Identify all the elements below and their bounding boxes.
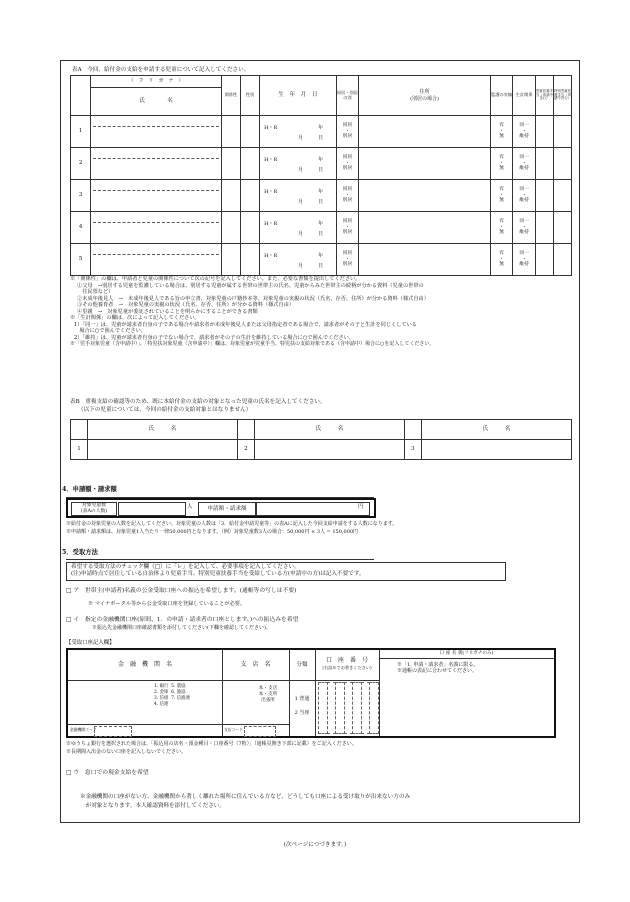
table-row xyxy=(71,212,572,244)
dob-cell[interactable] xyxy=(260,212,337,244)
child-allowance-cell[interactable] xyxy=(535,244,553,276)
cohab-cell[interactable] xyxy=(336,116,359,148)
livelihood-option-0[interactable]: 同一 xyxy=(519,154,529,160)
furigana-field[interactable] xyxy=(93,116,219,127)
instruction-box xyxy=(66,562,506,581)
bank-type-2[interactable]: 2. 金庫 xyxy=(154,689,169,695)
table-b-name-header-2: 氏 名 xyxy=(254,420,404,440)
special-allowance-cell[interactable] xyxy=(553,148,571,180)
day-label: 日 xyxy=(318,198,324,205)
note-a-5: ④里親 → 対象児童が委託されていることを明らかにすることができる書類 xyxy=(77,308,258,315)
account-note-2: ※長期間入出金のない口座を記入しないでください。 xyxy=(66,749,187,755)
cohab-option-2[interactable]: 別居 xyxy=(342,230,353,236)
gender-cell[interactable] xyxy=(240,212,259,244)
cohab-option-1: ・ xyxy=(344,224,350,230)
row-number: 5 xyxy=(71,244,91,276)
table-b-num-3: 3 xyxy=(404,440,421,460)
special-allowance-header: 特別児童扶養手当（申請中含む） xyxy=(553,76,571,116)
branch-code-input[interactable] xyxy=(244,726,276,737)
address-cell[interactable] xyxy=(359,180,491,212)
bank-type-list xyxy=(154,684,214,708)
row-number: 3 xyxy=(71,180,91,212)
special-allowance-cell[interactable] xyxy=(553,180,571,212)
bank-type-6[interactable]: 6. 漁協 xyxy=(171,689,186,695)
child-allowance-cell[interactable] xyxy=(535,180,553,212)
cohab-header: 同居・別居の別 xyxy=(336,76,359,116)
dob-header: 生 年 月 日 xyxy=(260,76,337,116)
livelihood-option-0[interactable]: 同一 xyxy=(519,250,529,256)
day-label: 日 xyxy=(318,230,324,237)
branch-code-row xyxy=(222,724,289,737)
era-label: H・R xyxy=(264,252,278,259)
day-label: 日 xyxy=(318,166,324,173)
name-field[interactable] xyxy=(91,159,221,179)
name-cell[interactable] xyxy=(91,212,222,244)
cohab-option-2[interactable]: 別居 xyxy=(342,262,353,268)
child-allowance-header: 児童扶養手当（申請中含む） xyxy=(535,76,553,116)
name-field[interactable] xyxy=(91,223,221,243)
cohab-cell[interactable] xyxy=(336,244,359,276)
era-label: H・R xyxy=(264,188,278,195)
gender-cell[interactable] xyxy=(240,116,259,148)
account-number-header: 口 座 番 号 xyxy=(325,657,368,664)
relation-cell[interactable] xyxy=(221,148,240,180)
custody-cell[interactable] xyxy=(490,212,513,244)
year-label: 年 xyxy=(318,252,324,259)
custody-option-0[interactable]: 有 xyxy=(499,154,505,160)
bank-type-5[interactable]: 5. 農協 xyxy=(171,684,186,689)
bank-code-input[interactable] xyxy=(94,726,132,737)
option-a[interactable]: □ ア 世帯主(申請者)名義の公金受取口座への振込を希望します。(通帳等の写しは不要) xyxy=(66,588,297,594)
custody-cell[interactable] xyxy=(490,148,513,180)
account-box xyxy=(66,648,556,738)
custody-option-1: ・ xyxy=(499,192,505,198)
table-b-caption-2: （以下の児童については、今回の給付金の支給対象とはなりません） xyxy=(78,407,252,413)
cohab-cell[interactable] xyxy=(336,180,359,212)
footer-next-page: (次ページにつづきます。) xyxy=(283,842,347,848)
era-label: H・R xyxy=(264,156,278,163)
custody-cell[interactable] xyxy=(490,116,513,148)
section5-rule xyxy=(66,559,374,560)
livelihood-option-2[interactable]: 維持 xyxy=(519,230,529,236)
livelihood-option-1: ・ xyxy=(521,256,527,262)
option-c[interactable]: □ ウ 窓口での現金支給を希望 xyxy=(66,770,149,776)
child-count-unit: 人 xyxy=(187,504,193,510)
custody-option-1: ・ xyxy=(499,128,505,134)
cohab-option-2[interactable]: 別居 xyxy=(342,134,353,140)
custody-option-2[interactable]: 無 xyxy=(499,134,505,140)
table-b-num-1: 1 xyxy=(71,440,88,460)
bank-type-3[interactable]: 3. 信組 xyxy=(154,695,169,701)
table-b-corner-3 xyxy=(404,420,421,440)
address-cell[interactable] xyxy=(359,212,491,244)
month-label: 月 xyxy=(298,230,304,237)
bank-code-label: 金融機関コード xyxy=(70,727,97,732)
note-a-9: 2）「維持」は、児童が請求者自身の子でない場合で、請求者がその子の生計を維持している場合に○で囲んでください。 xyxy=(74,334,355,341)
name-header: 氏 名 xyxy=(91,88,222,116)
table-b-corner-1 xyxy=(71,420,88,440)
livelihood-option-2[interactable]: 維持 xyxy=(519,166,529,172)
custody-cell[interactable] xyxy=(490,244,513,276)
day-label: 日 xyxy=(318,134,324,141)
holder-header: 口 座 名 義(フリガナのみ) xyxy=(379,650,554,659)
account-number-cell[interactable] xyxy=(315,680,380,736)
option-b[interactable]: □ イ 指定の金融機関口座(原則、1．の申請・請求者の口座とします。)への振込みを希望 xyxy=(66,617,299,623)
note-a-2: 住民票など） xyxy=(77,289,114,295)
livelihood-option-2[interactable]: 維持 xyxy=(519,198,529,204)
custody-option-1: ・ xyxy=(499,160,505,166)
child-allowance-cell[interactable] xyxy=(535,212,553,244)
class-ordinary[interactable]: 1 普通 xyxy=(294,696,310,702)
section4-note-1: ※給付金の対象児童の人数を記入してください。対象児童の人数は「3．給付金申請児童等」の表Aに記入した今回支給申請をする人数になります。 xyxy=(66,521,398,527)
table-a xyxy=(70,75,572,276)
furigana-field[interactable] xyxy=(93,244,219,255)
row-number: 1 xyxy=(71,116,91,148)
special-allowance-cell[interactable] xyxy=(553,244,571,276)
section4-title: 4．申請額・請求額 xyxy=(62,486,117,493)
furigana-field[interactable] xyxy=(93,180,219,191)
bank-code-row xyxy=(68,724,222,737)
name-field[interactable] xyxy=(91,191,221,211)
table-row xyxy=(71,116,572,148)
cohab-cell[interactable] xyxy=(336,212,359,244)
era-label: H・R xyxy=(264,124,278,131)
address-cell[interactable] xyxy=(359,116,491,148)
era-label: H・R xyxy=(264,220,278,227)
day-label: 日 xyxy=(318,262,324,269)
branch-header: 支 店 名 xyxy=(222,650,290,681)
custody-option-0[interactable]: 有 xyxy=(499,122,505,128)
instruction-2: (注)申請時点で居住している自治体より児童手当、特別児童扶養手当を受給している方(申請中の方)は記入不要です。 xyxy=(71,570,365,577)
name-cell[interactable] xyxy=(91,244,222,276)
account-number-header-cell xyxy=(315,650,380,681)
table-b-caption-1: 表B 重複支給の確認等のため、既に本給付金の支給の対象となった児童の氏名を記入してください。 xyxy=(70,399,326,405)
dob-cell[interactable] xyxy=(260,116,337,148)
address-cell[interactable] xyxy=(359,148,491,180)
relation-cell[interactable] xyxy=(221,212,240,244)
table-b-name-field-1[interactable] xyxy=(87,440,237,460)
table-row xyxy=(71,244,572,276)
name-field[interactable] xyxy=(91,127,221,147)
cohab-option-1: ・ xyxy=(344,192,350,198)
account-section-title: 【受取口座記入欄】 xyxy=(66,640,115,646)
bank-name-cell[interactable] xyxy=(68,680,223,736)
year-label: 年 xyxy=(318,188,324,195)
livelihood-cell[interactable] xyxy=(513,180,536,212)
branch-type-2[interactable]: 本・支所 xyxy=(258,692,278,698)
child-allowance-cell[interactable] xyxy=(535,116,553,148)
month-label: 月 xyxy=(298,166,304,173)
livelihood-option-2[interactable]: 維持 xyxy=(519,134,529,140)
child-allowance-cell[interactable] xyxy=(535,148,553,180)
table-b xyxy=(70,419,572,460)
relation-cell[interactable] xyxy=(221,244,240,276)
holder-cell[interactable] xyxy=(379,650,554,736)
furigana-field[interactable] xyxy=(93,148,219,159)
note-a-7: 1）「同一」は、児童が請求者自身の子である場合や請求者が未成年後見人または父母指定者である場合で、請求者がその子と生計を同じくしている xyxy=(74,321,417,328)
class-header: 分類 xyxy=(289,650,316,681)
notes-a xyxy=(70,276,575,347)
cohab-option-0[interactable]: 同居 xyxy=(342,154,353,160)
month-label: 月 xyxy=(298,198,304,205)
table-a-num-header xyxy=(71,76,91,116)
name-cell[interactable] xyxy=(91,180,222,212)
livelihood-cell[interactable] xyxy=(513,212,536,244)
instruction-1: 希望する受取方法のチェック欄（□）に「レ」を記入して、必要事項を記入してください。 xyxy=(71,564,300,570)
custody-option-2[interactable]: 無 xyxy=(499,230,505,236)
livelihood-option-1: ・ xyxy=(521,224,527,230)
month-label: 月 xyxy=(298,134,304,141)
note-a-6: ※「生計関係」の欄は、次によって記入してください。 xyxy=(70,315,200,321)
month-label: 月 xyxy=(298,262,304,269)
section5-title: 5．受取方法 xyxy=(62,549,98,556)
account-note-1: ※ゆうちょ銀行を選択された場合は、「振込用の店名・預金種目・口座番号（7桁）」（通帳見開き下部に記載）をご記入ください。 xyxy=(66,741,357,747)
branch-code-label: 支店コード xyxy=(224,727,243,732)
special-allowance-cell[interactable] xyxy=(553,116,571,148)
cohab-option-0[interactable]: 同居 xyxy=(342,250,353,256)
table-b-corner-2 xyxy=(237,420,254,440)
name-cell[interactable] xyxy=(91,148,222,180)
livelihood-option-0[interactable]: 同一 xyxy=(519,186,529,192)
option-a-note: ※ マイナポータル等から公金受取口座を登録していることが必要。 xyxy=(88,601,246,607)
livelihood-option-2[interactable]: 維持 xyxy=(519,262,529,268)
livelihood-option-0[interactable]: 同一 xyxy=(519,122,529,128)
note-a-10: ※「児手対象児童（含申請中）」、「特児扶対象児童（含申請中）」欄は、対象児童が児童手当、特児扶の支給対象である（含申請中）場合に○を記入してください。 xyxy=(70,341,435,347)
custody-option-1: ・ xyxy=(499,256,505,262)
custody-option-0[interactable]: 有 xyxy=(499,186,505,192)
class-current[interactable]: 2 当座 xyxy=(294,710,310,716)
livelihood-option-1: ・ xyxy=(521,128,527,134)
note-a-0: ※「関係性」の欄は、申請者と児童の関係性について次の記号を記入してください。また、必要な書類を提出してください。 xyxy=(70,276,361,282)
relation-header: 関係性 xyxy=(221,76,240,116)
table-b-name-header-3: 氏 名 xyxy=(421,420,571,440)
furigana-header: （ フ リ ガ ナ ） xyxy=(91,76,222,88)
section4-note-2: ※申請額・請求額は、対象児童1人当たり一律50,000円となります。（例）対象児童数3人の場合：50,000円 × 3人 = 150,000円 xyxy=(66,529,359,535)
custody-option-2[interactable]: 無 xyxy=(499,166,505,172)
relation-cell[interactable] xyxy=(221,180,240,212)
option-c-note-1: ※金融機関の口座がない方、金融機関から著しく離れた場所に住んでいる方など、どうしても口座による受け取りが出来ない方のみ xyxy=(80,794,411,800)
table-row xyxy=(71,148,572,180)
child-count-input[interactable] xyxy=(118,502,186,516)
custody-option-2[interactable]: 無 xyxy=(499,262,505,268)
row-number: 2 xyxy=(71,148,91,180)
dob-cell[interactable] xyxy=(260,148,337,180)
year-label: 年 xyxy=(318,124,324,131)
name-field[interactable] xyxy=(91,255,221,275)
livelihood-option-0[interactable]: 同一 xyxy=(519,218,529,224)
address-cell[interactable] xyxy=(359,244,491,276)
custody-cell[interactable] xyxy=(490,180,513,212)
custody-option-0[interactable]: 有 xyxy=(499,218,505,224)
custody-header: 監護の有無 xyxy=(490,76,513,116)
holder-note-1: ※「1. 申請・請求者」名義に限る。 xyxy=(397,662,479,668)
note-a-4: ③その他養育者 → 対象児童の実親の状況（氏名、存否、住所）が分かる資料（様式自由） xyxy=(77,302,295,308)
livelihood-cell[interactable] xyxy=(513,244,536,276)
note-a-3: ②未成年後見人 → 未成年後見人である旨の申立書、対象児童の戸籍抄本等、対象児童の実親の状況（氏名、存否、住所）が分かる資料（様式自由） xyxy=(77,295,429,302)
cohab-option-0[interactable]: 同居 xyxy=(342,218,353,224)
child-count-label: 対象児童数 (表Aの人数) xyxy=(71,502,117,516)
cohab-option-1: ・ xyxy=(344,128,350,134)
livelihood-option-1: ・ xyxy=(521,192,527,198)
cohab-option-2[interactable]: 別居 xyxy=(342,198,353,204)
note-a-1: ①父母 →別居する児童を監護している場合は、別居する児童が属する世帯の世帯主の氏名、児童からみた世帯主の続柄が分かる資料（児童の世帯の xyxy=(77,282,424,289)
gender-cell[interactable] xyxy=(240,244,259,276)
bank-type-7[interactable]: 7. 信漁連 xyxy=(171,695,190,701)
class-cell xyxy=(289,680,316,736)
row-number: 4 xyxy=(71,212,91,244)
branch-cell[interactable] xyxy=(222,680,290,736)
branch-type-1[interactable]: 本・支店 xyxy=(258,686,278,691)
amount-label: 申請額・請求額 xyxy=(198,502,256,516)
cohab-cell[interactable] xyxy=(336,148,359,180)
option-b-note: ※振込先金融機関口座確認書類を添付してください(下欄を確認してください)。 xyxy=(92,625,271,631)
bank-type-4[interactable]: 4. 信連 xyxy=(154,701,169,707)
livelihood-option-1: ・ xyxy=(521,160,527,166)
name-cell[interactable] xyxy=(91,116,222,148)
table-b-name-header-1: 氏 名 xyxy=(87,420,237,440)
cohab-option-2[interactable]: 別居 xyxy=(342,166,353,172)
address-header: 住所 (別居の場合) xyxy=(359,76,491,116)
gender-header: 性別 xyxy=(240,76,259,116)
bank-name-header: 金 融 機 関 名 xyxy=(68,650,223,681)
year-label: 年 xyxy=(318,220,324,227)
livelihood-header: 生計関係 xyxy=(513,76,536,116)
table-b-name-field-3[interactable] xyxy=(421,440,571,460)
table-b-num-2: 2 xyxy=(237,440,254,460)
branch-type-list xyxy=(248,686,288,705)
holder-note-2: ※通帳の表記に合わせてください。 xyxy=(397,668,478,675)
special-allowance-cell[interactable] xyxy=(553,212,571,244)
branch-type-3[interactable]: 出張所 xyxy=(261,698,275,704)
custody-option-0[interactable]: 有 xyxy=(499,250,505,256)
dob-cell[interactable] xyxy=(260,244,337,276)
amount-box xyxy=(66,498,376,518)
gender-cell[interactable] xyxy=(240,148,259,180)
livelihood-cell[interactable] xyxy=(513,116,536,148)
table-a-caption: 表A 今回、給付金の支給を申請する児童について記入してください。 xyxy=(72,67,250,73)
account-number-subheader: (右詰めでお書きください) xyxy=(322,664,372,670)
custody-option-1: ・ xyxy=(499,224,505,230)
account-digit-box[interactable] xyxy=(369,682,379,734)
cohab-option-1: ・ xyxy=(344,160,350,166)
amount-input[interactable] xyxy=(256,502,370,516)
relation-cell[interactable] xyxy=(221,116,240,148)
gender-cell[interactable] xyxy=(240,180,259,212)
amount-unit: 円 xyxy=(358,504,364,510)
livelihood-cell[interactable] xyxy=(513,148,536,180)
cohab-option-0[interactable]: 同居 xyxy=(342,122,353,128)
table-row xyxy=(71,180,572,212)
cohab-option-0[interactable]: 同居 xyxy=(342,186,353,192)
furigana-field[interactable] xyxy=(93,212,219,223)
cohab-option-1: ・ xyxy=(344,256,350,262)
bank-type-1[interactable]: 1. 銀行 xyxy=(154,684,169,689)
custody-option-2[interactable]: 無 xyxy=(499,198,505,204)
option-c-note-2: が対象となります。本人確認資料を添付してください。 xyxy=(80,803,225,809)
dob-cell[interactable] xyxy=(260,180,337,212)
year-label: 年 xyxy=(318,156,324,163)
table-b-name-field-2[interactable] xyxy=(254,440,404,460)
note-a-8: 場合に○で囲んでください。 xyxy=(74,328,146,334)
